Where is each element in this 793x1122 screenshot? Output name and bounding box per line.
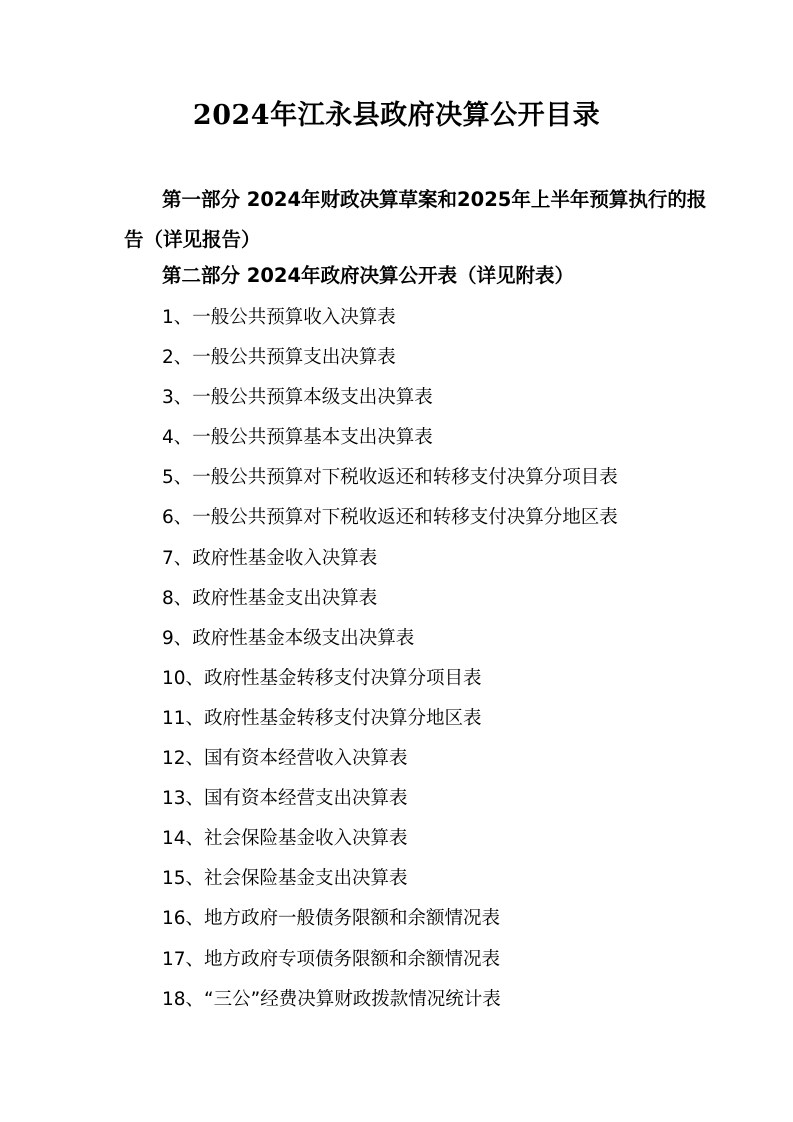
list-item: 16、地方政府一般债务限额和余额情况表: [162, 908, 501, 930]
list-item: 10、政府性基金转移支付决算分项目表: [162, 667, 482, 689]
list-item: 4、一般公共预算基本支出决算表: [162, 427, 433, 449]
list-item: 14、社会保险基金收入决算表: [162, 828, 408, 850]
table-list: [162, 298, 722, 1020]
list-item: 9、政府性基金本级支出决算表: [162, 627, 415, 649]
list-item: 12、国有资本经营收入决算表: [162, 748, 408, 770]
list-item: 7、政府性基金收入决算表: [162, 547, 378, 569]
list-item: 8、政府性基金支出决算表: [162, 587, 378, 609]
list-item: 15、社会保险基金支出决算表: [162, 868, 408, 890]
section-part-two: 第二部分 2024年政府决算公开表（详见附表）: [162, 264, 575, 287]
list-item: 2、一般公共预算支出决算表: [162, 347, 396, 369]
list-item: 13、国有资本经营支出决算表: [162, 788, 408, 810]
section-part-one: 第一部分 2024年财政决算草案和2025年上半年预算执行的报告（详见报告）: [124, 188, 707, 251]
list-item: 6、一般公共预算对下税收返还和转移支付决算分地区表: [162, 507, 618, 529]
list-item: 18、“三公”经费决算财政拨款情况统计表: [162, 988, 501, 1010]
list-item: 1、一般公共预算收入决算表: [162, 307, 396, 328]
list-item: 11、政府性基金转移支付决算分地区表: [162, 707, 482, 729]
list-item: 5、一般公共预算对下税收返还和转移支付决算分项目表: [162, 467, 618, 489]
page-title: 2024年江永县政府决算公开目录: [192, 100, 601, 131]
list-item: 3、一般公共预算本级支出决算表: [162, 387, 433, 409]
list-item: 17、地方政府专项债务限额和余额情况表: [162, 948, 501, 970]
